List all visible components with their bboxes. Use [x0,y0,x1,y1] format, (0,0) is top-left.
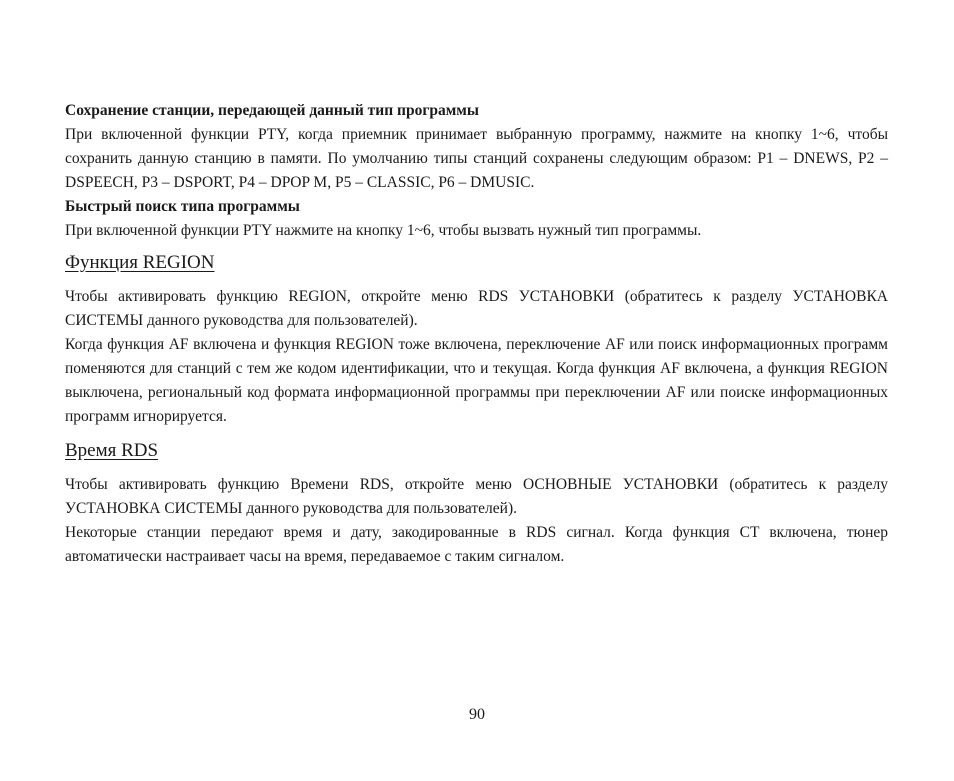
region-paragraph-1: Чтобы активировать функцию REGION, откройте меню RDS УСТАНОВКИ (обратитесь к разделу УСТАНОВКА СИСТЕМЫ данного руководства для пользователей). [65,288,888,329]
rds-time-section-heading: Время RDS [65,440,159,461]
save-station-heading: Сохранение станции, передающей данный тип программы [65,102,479,119]
region-paragraph-2: Когда функция AF включена и функция REGION тоже включена, переключение AF или поиск информационных программ поменяются для станций с тем же кодом идентификации, что и текущая. Когда функция AF включена, а функция REGION выключена, региональный код формата информационной программы при переключении AF или поиске информационных программ игнорируется. [65,336,888,425]
region-section-heading: Функция REGION [65,252,215,273]
rds-time-paragraph-1: Чтобы активировать функцию Времени RDS, откройте меню ОСНОВНЫЕ УСТАНОВКИ (обратитесь к разделу УСТАНОВКА СИСТЕМЫ данного руководства для пользователей). [65,476,888,517]
quick-search-heading: Быстрый поиск типа программы [65,198,300,215]
quick-search-paragraph: При включенной функции PTY нажмите на кнопку 1~6, чтобы вызвать нужный тип программы. [65,222,702,239]
save-station-paragraph: При включенной функции PTY, когда приемник принимает выбранную программу, нажмите на кнопку 1~6, чтобы сохранить данную станцию в памяти. По умолчанию типы станций сохранены следующим образом: P1 – DNEWS, P2 – DSPEECH, P3 – DSPORT, P4 – DPOP M, P5 – CLASSIC, P6 – DMUSIC. [65,126,888,191]
page-number: 90 [469,706,485,723]
rds-time-paragraph-2: Некоторые станции передают время и дату, закодированные в RDS сигнал. Когда функция CT включена, тюнер автоматически настраивает часы на время, передаваемое с таким сигналом. [65,524,888,565]
document-page [65,99,888,569]
